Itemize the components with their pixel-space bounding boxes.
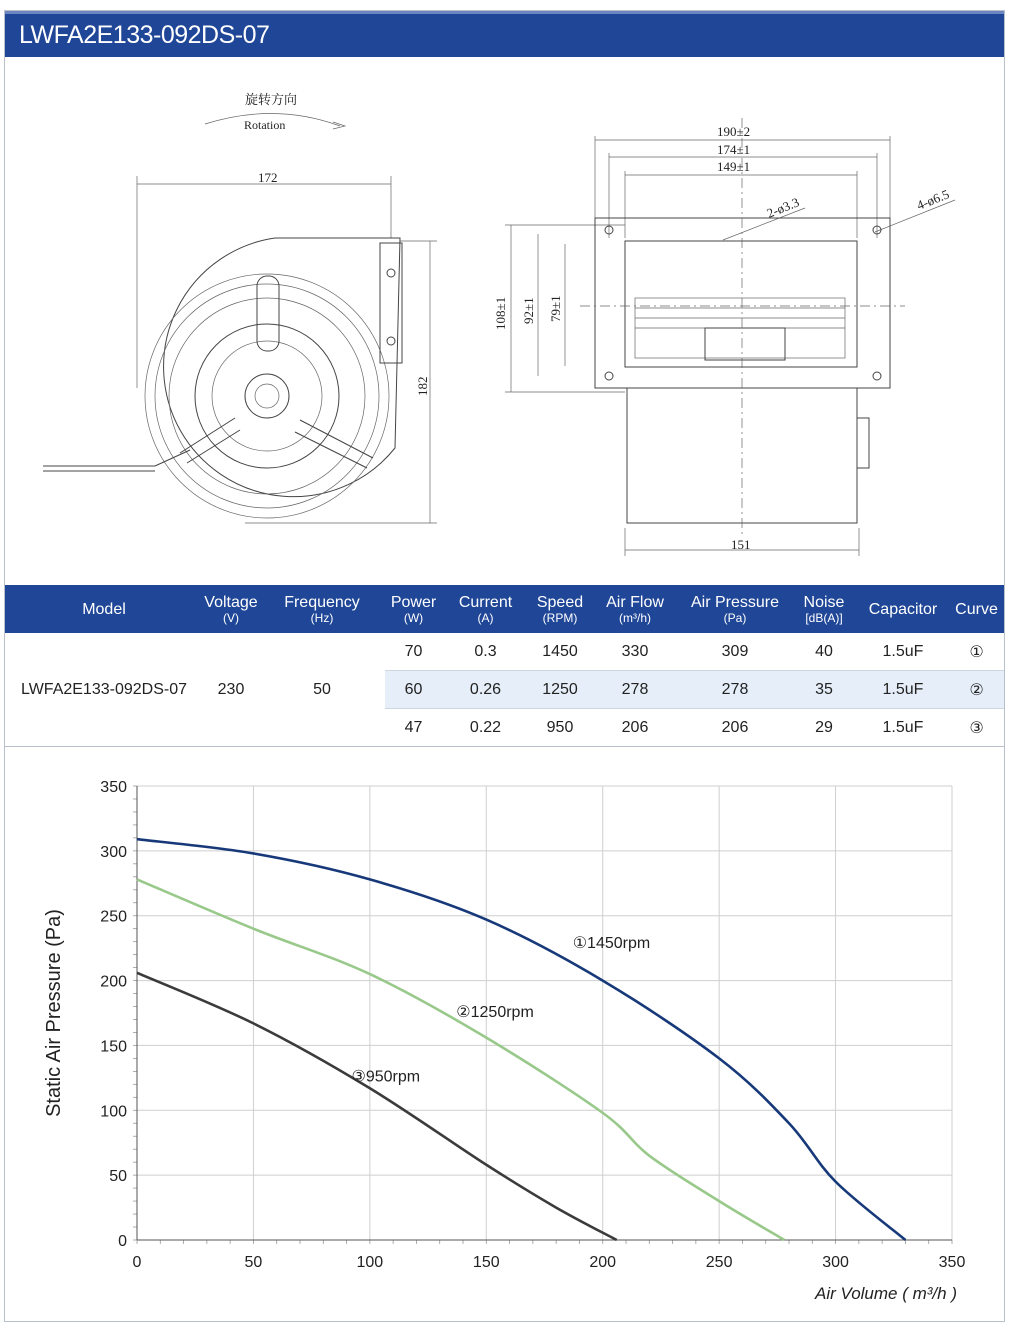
header-capacitor: Capacitor [857, 585, 949, 633]
y-tick-label: 350 [100, 779, 127, 796]
support-arm-left-2 [187, 430, 240, 463]
y-tick-label: 300 [100, 843, 127, 861]
cell-pressure: 278 [679, 671, 791, 709]
dim-text-92: 92±1 [521, 297, 536, 324]
y-tick-label: 150 [100, 1038, 127, 1056]
cell-airflow: 330 [591, 633, 679, 671]
dim-text-hole-large: 4-ø6.5 [914, 186, 952, 213]
terminal-box [857, 418, 869, 468]
support-arm-left [180, 418, 235, 453]
support-arm-top [257, 276, 279, 351]
scroll-housing [164, 238, 400, 497]
cell-curve: ① [949, 633, 1004, 671]
rotation-label-cn: 旋转方向 [245, 92, 298, 107]
x-tick-label: 50 [244, 1254, 263, 1271]
dim-text-hole-small: 2-ø3.3 [764, 194, 802, 221]
cell-airflow: 206 [621, 718, 649, 736]
y-axis-title: Static Air Pressure (Pa) [43, 909, 65, 1117]
dim-text-174: 174±1 [717, 142, 751, 157]
cell-curve: ③ [969, 719, 984, 737]
cell-frequency: 50 [313, 680, 331, 698]
x-tick-label: 200 [589, 1254, 617, 1271]
cell-airflow: 278 [591, 671, 679, 709]
spec-table [5, 585, 1004, 746]
leader-hole-large [875, 200, 955, 232]
cell-capacitor: 1.5uF [882, 718, 924, 736]
y-tick-label: 0 [118, 1233, 127, 1250]
dim-text-190: 190±2 [717, 124, 751, 139]
dim-text-149: 149±1 [717, 159, 751, 174]
table-row [5, 633, 1004, 671]
header-pressure: Air Pressure (Pa) [679, 585, 791, 633]
dim-text-151: 151 [731, 537, 751, 552]
cell-current: 0.26 [442, 671, 529, 709]
cell-noise: 40 [791, 633, 857, 671]
cell-voltage: 230 [217, 680, 245, 698]
header-speed: Speed (RPM) [529, 585, 591, 633]
shaft-hub-inner [255, 384, 279, 408]
x-tick-label: 0 [132, 1254, 142, 1271]
header-airflow: Air Flow (m³/h) [591, 585, 679, 633]
y-tick-label: 250 [100, 908, 127, 926]
x-tick-label: 250 [705, 1254, 733, 1271]
series-line-2 [137, 879, 784, 1240]
y-tick-label: 100 [100, 1103, 127, 1121]
dim-text-182: 182 [415, 376, 430, 396]
x-tick-label: 150 [472, 1254, 500, 1271]
series-line-1 [137, 839, 905, 1240]
title-bar [5, 11, 1004, 57]
impeller-outer [155, 284, 379, 508]
motor-side [705, 328, 785, 360]
section-divider [5, 746, 1004, 747]
y-tick-label: 50 [109, 1168, 127, 1186]
housing-body [625, 241, 857, 367]
cell-speed: 1250 [529, 671, 591, 709]
x-tick-label: 100 [356, 1254, 384, 1271]
header-curve: Curve [949, 585, 1004, 633]
dim-text-172: 172 [258, 170, 278, 185]
header-noise: Noise [dB(A)] [791, 585, 857, 633]
x-tick-label: 300 [822, 1254, 849, 1271]
series-label-2: ②1250rpm [456, 1003, 534, 1021]
bracket-hole-bottom [387, 337, 395, 345]
cell-current: 0.3 [442, 633, 529, 671]
chart-svg [5, 748, 1004, 1318]
housing-inner-circle [145, 274, 389, 518]
cell-current: 0.22 [469, 718, 502, 736]
flange-hole-br [873, 372, 881, 380]
series-label-1: ①1450rpm [572, 935, 651, 953]
flange-plate [595, 218, 890, 388]
shaft-hub [245, 374, 289, 418]
series-line-3 [137, 973, 617, 1240]
cell-power: 60 [385, 671, 442, 709]
drawing-svg [5, 58, 1004, 583]
cell-noise: 35 [791, 671, 857, 709]
dim-text-108: 108±1 [493, 296, 508, 330]
cable-bend [155, 450, 190, 466]
cell-power: 47 [404, 718, 423, 736]
cell-capacitor: 1.5uF [857, 633, 949, 671]
dim-text-79: 79±1 [548, 295, 563, 322]
x-tick-label: 350 [938, 1254, 966, 1271]
leader-hole-small [723, 208, 805, 240]
cell-speed: 1450 [529, 633, 591, 671]
motor-outer [195, 324, 339, 468]
cell-curve: ② [949, 671, 1004, 709]
cell-pressure: 309 [679, 633, 791, 671]
header-voltage: Voltage (V) [203, 585, 259, 633]
header-model: Model [5, 585, 203, 633]
impeller-ring [169, 298, 365, 494]
x-axis-title: Air Volume ( m³/h ) [814, 1284, 957, 1303]
cell-power: 70 [385, 633, 442, 671]
rotation-label-en: Rotation [244, 118, 286, 132]
cell-pressure: 206 [721, 718, 749, 736]
pressure-volume-chart [5, 748, 1004, 1318]
bracket-hole-top [387, 269, 395, 277]
cell-noise: 29 [815, 718, 833, 736]
header-current: Current (A) [442, 585, 529, 633]
cell-model: LWFA2E133-092DS-07 [20, 680, 187, 698]
page-title: LWFA2E133-092DS-07 [19, 21, 270, 49]
motor-inner [212, 341, 322, 451]
series-label-3: ③950rpm [351, 1068, 421, 1086]
header-power: Power (W) [385, 585, 442, 633]
flange-hole-bl [605, 372, 613, 380]
y-tick-label: 200 [100, 973, 127, 991]
technical-drawing [5, 58, 1004, 583]
cell-capacitor: 1.5uF [857, 671, 949, 709]
header-frequency: Frequency (Hz) [259, 585, 385, 633]
table-header-row [5, 585, 1004, 633]
cell-speed: 950 [546, 718, 574, 736]
